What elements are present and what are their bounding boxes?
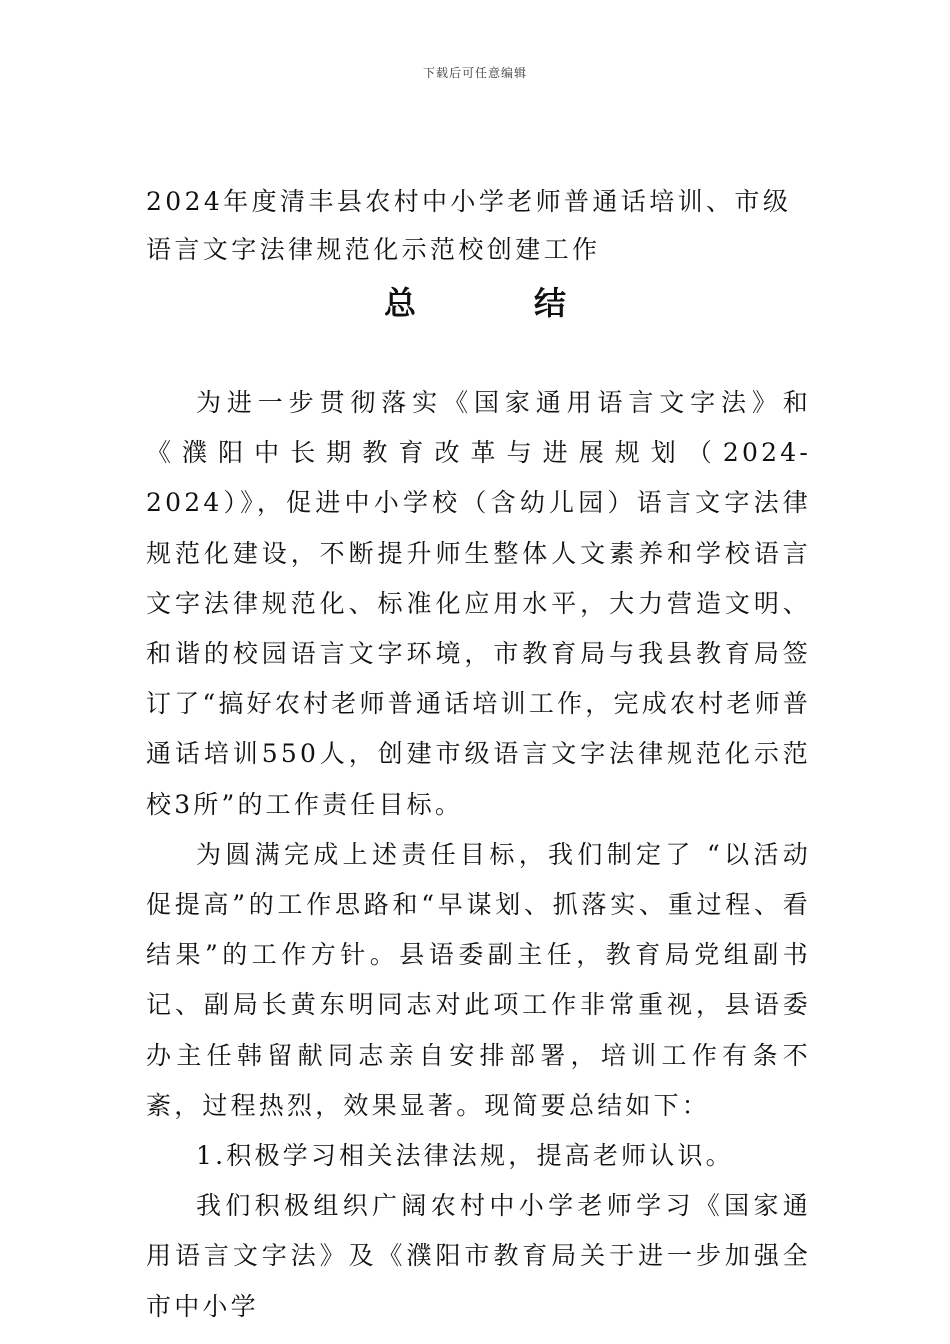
paragraph-intro: 为进一步贯彻落实《国家通用语言文字法》和《濮阳中长期教育改革与进展规划（2024-2024）》，促进中小学校（含幼儿园）语言文字法律规范化建设，不断提升师生整体人文素养和学校语言文字法律规范化、标准化应用水平，大力营造文明、和谐的校园语言文字环境，市教育局与我县教育局签订了“搞好农村老师普通话培训工作，完成农村老师普通话培训550人，创建市级语言文字法律规范化示范校3所”的工作责任目标。 [146,388,811,819]
section-heading-1: 1.积极学习相关法律法规，提高老师认识。 [196,1141,734,1171]
header-note: 下载后可任意编辑 [422,66,527,80]
subtitle-char-right: 结 [534,284,567,322]
document-body [146,378,811,1332]
subtitle-char-left: 总 [383,284,416,322]
document-subtitle [0,278,950,324]
document-title: 2024年度清丰县农村中小学老师普通话培训、市级语言文字法律规范化示范校创建工作 [146,187,792,264]
paragraph-approach: 为圆满完成上述责任目标，我们制定了 “以活动促提高”的工作思路和“早谋划、抓落实、重过程、看结果”的工作方针。县语委副主任，教育局党组副书记、副局长黄东明同志对此项工作非常重视，县语委办主任韩留献同志亲自安排部署，培训工作有条不紊，过程热烈，效果显著。现简要总结如下： [146,839,811,1120]
paragraph-section-1: 我们积极组织广阔农村中小学老师学习《国家通用语言文字法》及《濮阳市教育局关于进一步加强全市中小学 [146,1191,811,1321]
